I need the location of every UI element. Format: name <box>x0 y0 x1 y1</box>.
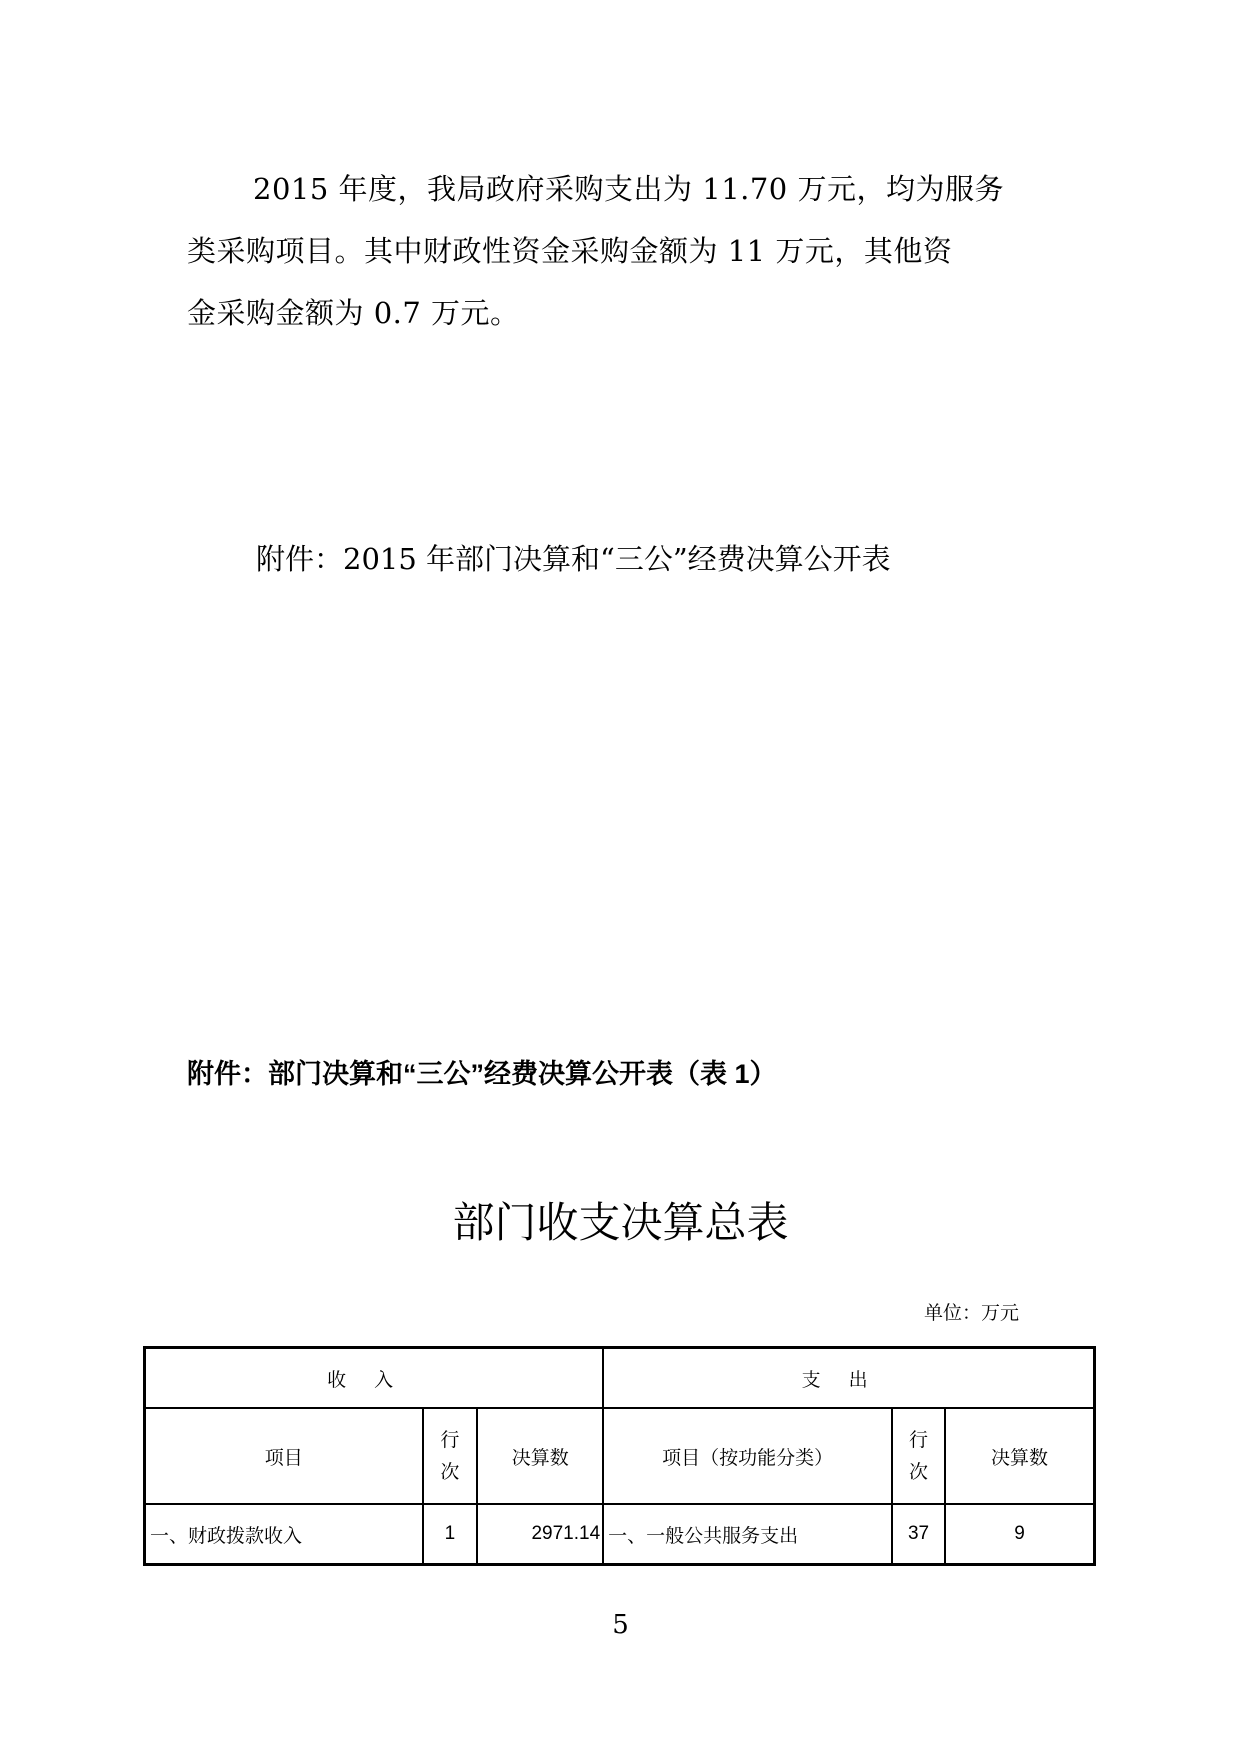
group-header-row <box>145 1348 1095 1409</box>
expenditure-amount-cell: 9 <box>945 1504 1095 1565</box>
page-number: 5 <box>612 1610 629 1640</box>
paragraph-line-1: 2015 年度，我局政府采购支出为 11.70 万元，均为服务 <box>253 172 1004 206</box>
income-item-header: 项目 <box>145 1408 423 1504</box>
income-row-no-cell: 1 <box>423 1504 478 1565</box>
income-item-cell: 一、财政拨款收入 <box>145 1504 423 1565</box>
income-group-header: 收入 <box>145 1348 604 1409</box>
expenditure-item-header: 项目（按功能分类） <box>603 1408 892 1504</box>
paragraph-line-3: 金采购金额为 0.7 万元。 <box>187 296 520 330</box>
expenditure-row-no-cell: 37 <box>892 1504 945 1565</box>
income-row-no-header: 行次 <box>423 1408 478 1504</box>
paragraph-line-2: 类采购项目。其中财政性资金采购金额为 11 万元，其他资 <box>187 234 953 268</box>
column-header-row <box>145 1408 1095 1504</box>
annex-heading: 附件：部门决算和“三公”经费决算公开表（表 1） <box>187 1059 777 1089</box>
expenditure-item-cell: 一、一般公共服务支出 <box>603 1504 892 1565</box>
table-title: 部门收支决算总表 <box>452 1199 789 1246</box>
table-row <box>145 1504 1095 1565</box>
expenditure-amount-header: 决算数 <box>945 1408 1095 1504</box>
income-amount-cell: 2971.14 <box>477 1504 603 1565</box>
income-amount-header: 决算数 <box>477 1408 603 1504</box>
annex-reference: 附件：2015 年部门决算和“三公”经费决算公开表 <box>256 542 891 576</box>
expenditure-group-header: 支出 <box>603 1348 1094 1409</box>
unit-label: 单位：万元 <box>924 1302 1020 1324</box>
summary-table <box>143 1346 1096 1566</box>
expenditure-row-no-header: 行次 <box>892 1408 945 1504</box>
